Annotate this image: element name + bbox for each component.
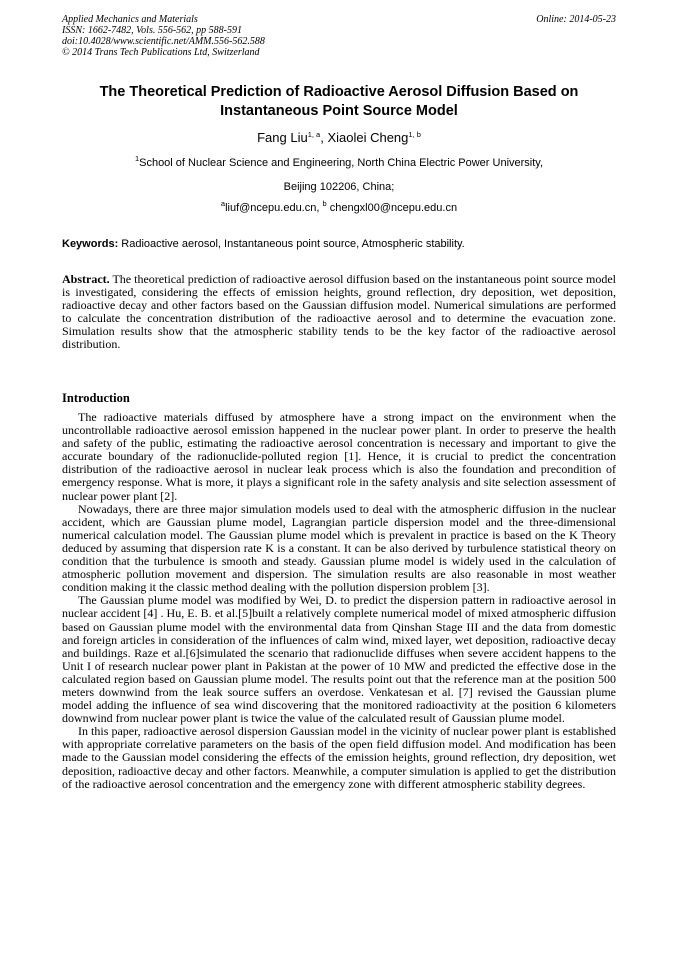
online-date: Online: 2014-05-23 xyxy=(536,14,616,25)
issn-line: ISSN: 1662-7482, Vols. 556-562, pp 588-591 xyxy=(62,25,242,36)
paragraph: Nowadays, there are three major simulation models used to deal with the atmospheric diffusion in the nuclear accident, which are Gaussian plume model, Lagrangian particle dispersion model and the three-dimensional numerical calculation model. The Gaussian plume model which is prevalent in practice is based on the K Theory deduced by assuming that dispersion rate K is a constant. It can be also derived by turbulence statistical theory on condition that the turbulence is smooth and steady. Gaussian plume model is widely used in the calculation of atmospheric pollution movement and dispersion. The simulation results are also reasonable in most weather condition making it the classic method dealing with the pollution dispersion problem [3]. xyxy=(62,501,616,595)
keywords-text: Radioactive aerosol, Instantaneous point source, Atmospheric stability. xyxy=(118,238,465,250)
paragraph: The radioactive materials diffused by atmosphere have a strong impact on the environment when the uncontrollable radioactive aerosol emission happened in the nuclear power plant. In order to preserve the health and safety of the public, estimating the radioactive aerosol concentration is necessary and important to give the accurate boundary of the radionuclide-polluted region [1]. Hence, it is crucial to predict the concentration distribution of the radioactive aerosol in nuclear leak process which is also the foundation and precondition of emergency response. What is more, it plays a significant role in the safety analysis and site selection assessment of nuclear power plant [2]. xyxy=(62,410,616,503)
email-b-mark: b xyxy=(322,199,327,208)
email-b: chengxl00@ncepu.edu.cn xyxy=(326,202,458,214)
affiliation-line-2: Beijing 102206, China; xyxy=(283,181,395,193)
abstract xyxy=(62,273,616,352)
keywords xyxy=(62,237,616,251)
author-list xyxy=(62,129,616,147)
email-a: liuf@ncepu.edu.cn, xyxy=(225,202,323,214)
journal-name: Applied Mechanics and Materials xyxy=(62,14,198,25)
title-line-2: Instantaneous Point Source Model xyxy=(220,103,458,119)
running-header xyxy=(62,14,265,58)
paragraph: In this paper, radioactive aerosol dispersion Gaussian model in the vicinity of nuclear power plant is established with appropriate correlative parameters on the basis of the open field diffusion model. And modification has been made to the Gaussian model considering the effects of the emission heights, ground reflection, dry deposition, wet deposition, radioactive decay and other factors. Meanwhile, a computer simulation is applied to get the distribution of the radioactive aerosol concentration and the emergency zone with different atmospheric stability degrees. xyxy=(62,724,616,791)
section-heading-introduction: Introduction xyxy=(62,391,130,405)
affiliation-mark: 1 xyxy=(134,154,140,163)
email-a-mark: a xyxy=(220,199,226,208)
author-1-name: Fang Liu xyxy=(257,130,308,145)
introduction-body xyxy=(62,411,616,791)
keywords-label: Keywords: xyxy=(62,238,119,250)
copyright-line: © 2014 Trans Tech Publications Ltd, Switzerland xyxy=(62,47,260,58)
author-separator: , xyxy=(320,130,328,145)
paper-title xyxy=(62,83,616,121)
doi-line: doi:10.4028/www.scientific.net/AMM.556-562.588 xyxy=(62,36,265,47)
abstract-text: The theoretical prediction of radioactive aerosol diffusion based on the instantaneous point source model is investigated, considering the effects of emission heights, ground reflection, dry deposition, wet deposition, radioactive decay and other factors based on the Gaussian diffusion model. Numerical simulations are performed to calculate the concentration distribution of the radioactive aerosol and to determine the evacuation zone. Simulation results show that the atmospheric stability tends to be the key factor of the radioactive aerosol distribution. xyxy=(62,272,616,352)
affiliation-line-1: $^1$School of Nuclear Science and Engineering, North China Electric Power University, xyxy=(134,154,544,169)
paragraph: The Gaussian plume model was modified by Wei, D. to predict the dispersion pattern in radioactive aerosol in nuclear accident [4] . Hu, E. B. et al.[5]built a relatively complete numerical model of mixed atmospheric diffusion based on Gaussian plume model with the environmental data from Qinshan Stage III and the data from domestic and foreign articles in consideration of the influences of calm wind, mixed layer, wet deposition, radioactive decay and buildings. Raze et al.[6]simulated the scenario that radionuclide diffuses when severe accident happens to the Unit I of research nuclear power plant in Pakistan at the power of 10 MW and predicted the effective dose in the calculated region based on Gaussian plume model. The results point out that the reference man at the position 500 meters downwind from the leak source suffers an overdose. Venkatesan et al. [7] revised the Gaussian plume model adding the influence of sea wind discovering that the monitored radioactivity at the position 6 kilometers downwind from nuclear power plant is twice the value of the calculated result of Gaussian plume model. xyxy=(62,593,616,726)
email-line xyxy=(62,201,616,215)
author-2-name: Xiaolei Cheng xyxy=(327,130,409,145)
author-1-affiliation-mark: 1, a xyxy=(307,130,321,139)
author-2-affiliation-mark: 1, b xyxy=(408,130,421,139)
title-line-1: The Theoretical Prediction of Radioactive Aerosol Diffusion Based on xyxy=(99,84,579,100)
abstract-label: Abstract. xyxy=(62,272,110,286)
